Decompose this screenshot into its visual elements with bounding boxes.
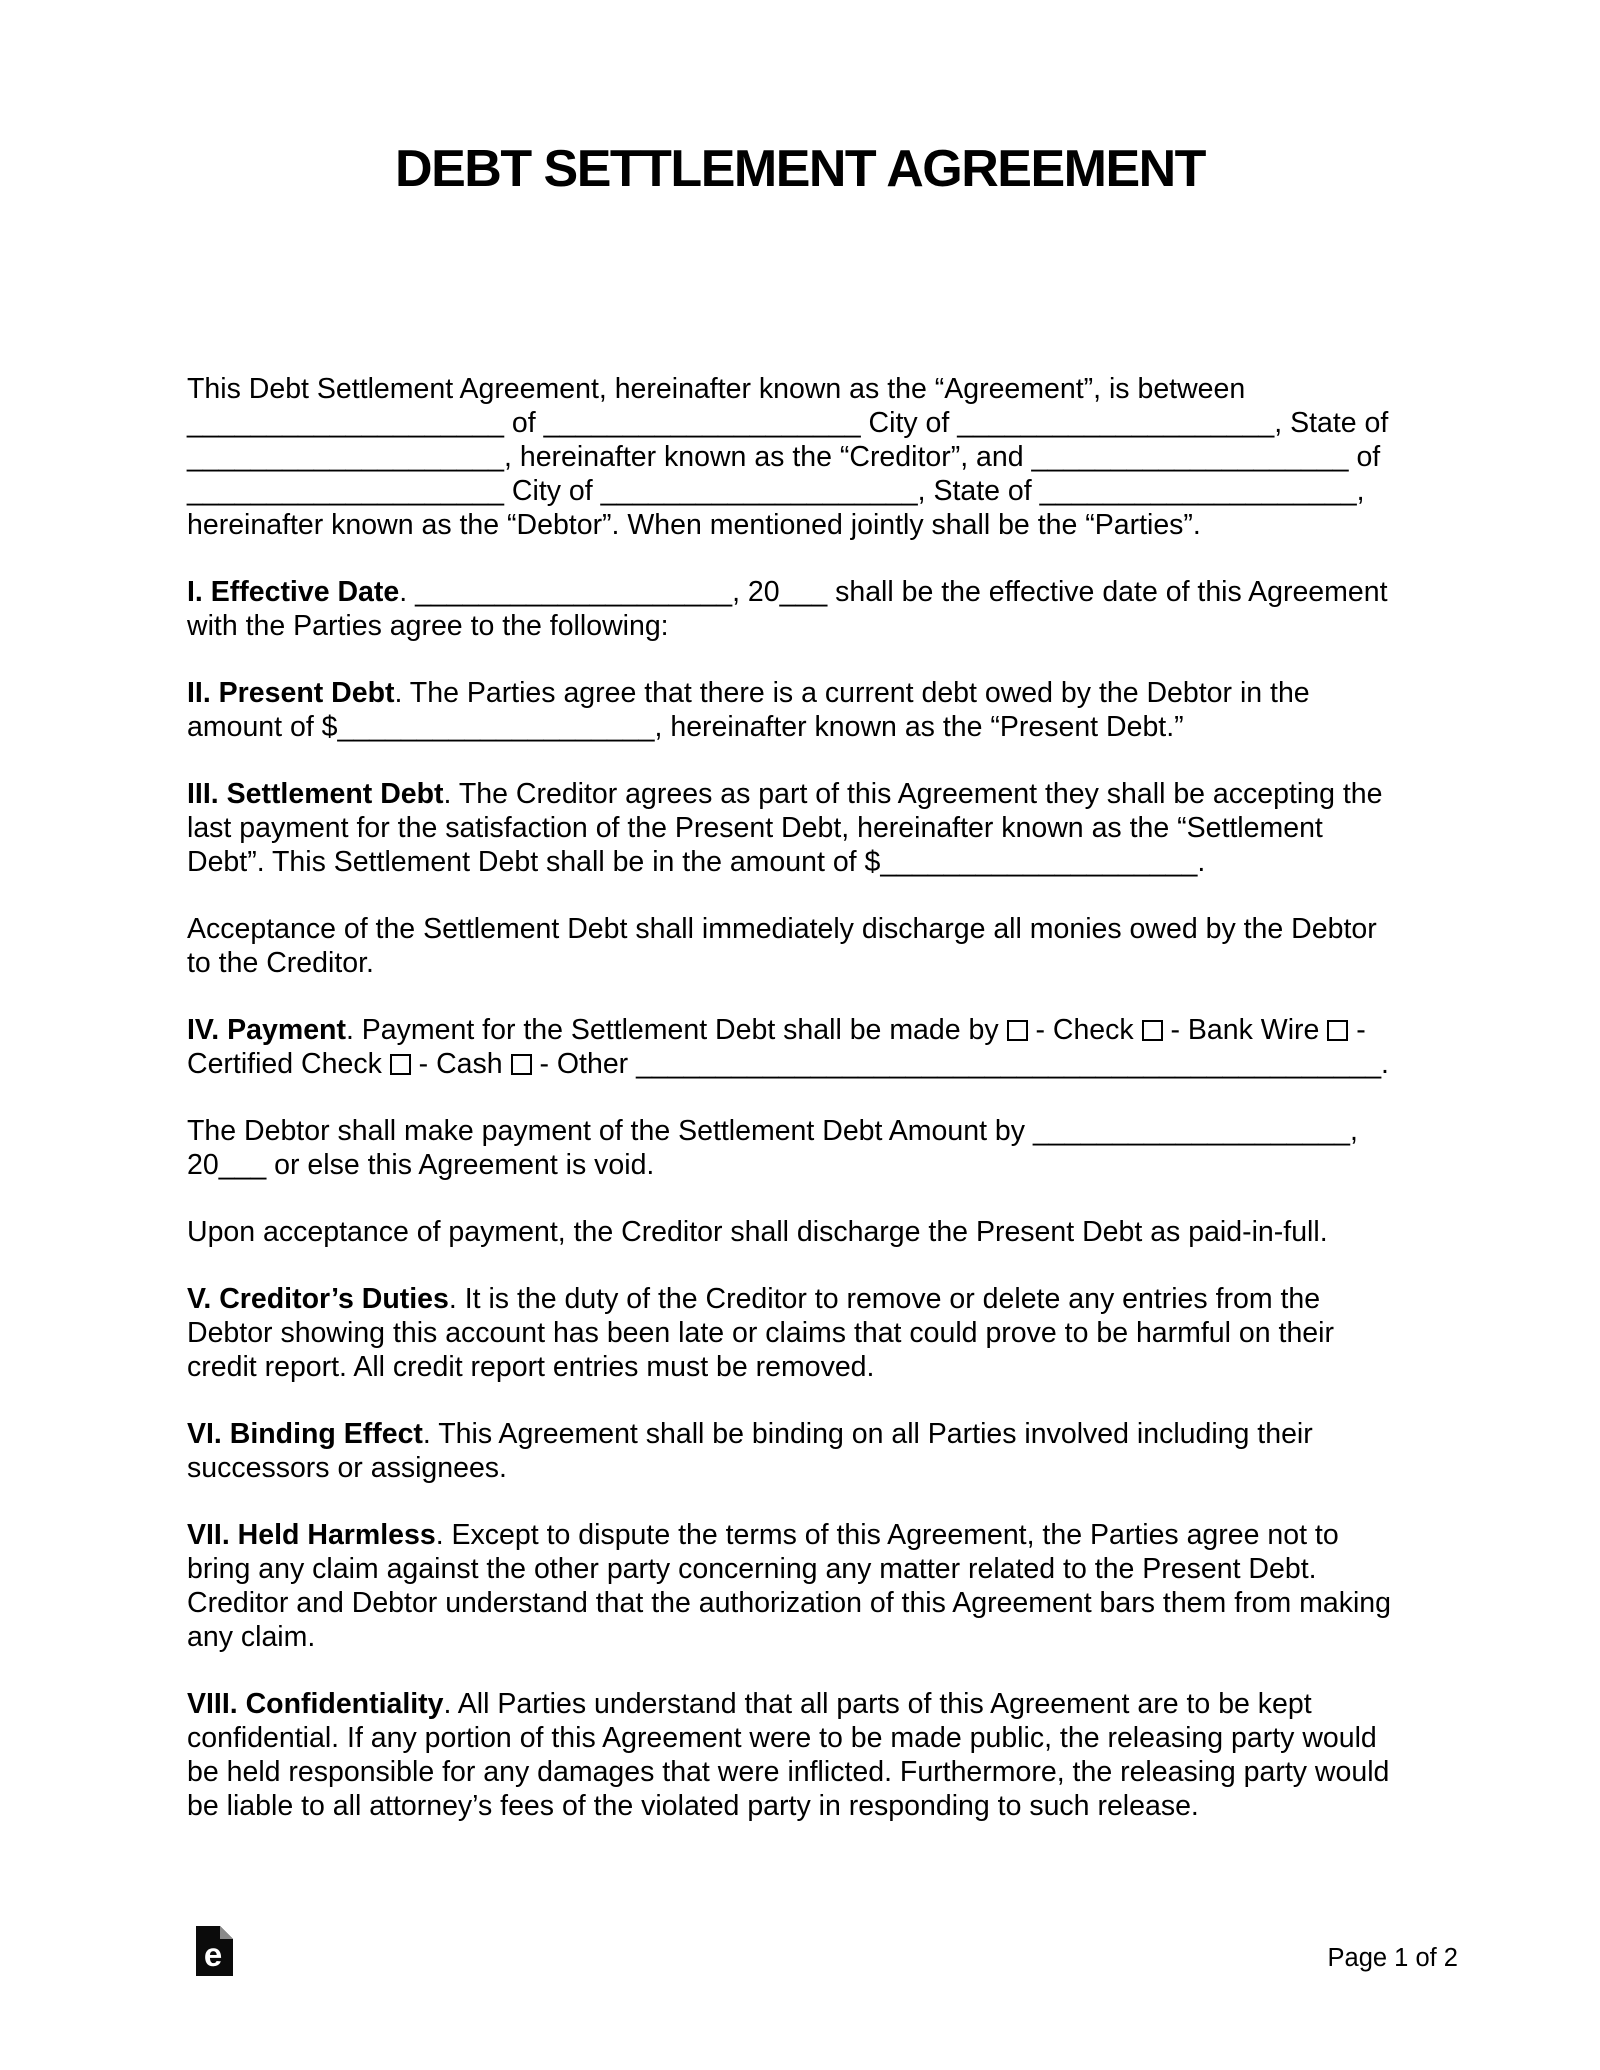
- section-confidentiality-heading: VIII. Confidentiality: [187, 1688, 444, 1720]
- section-held-harmless: [187, 1518, 1402, 1654]
- eforms-logo-icon: [196, 1926, 233, 1976]
- section-binding-effect-body: . This Agreement shall be binding on all Parties involved including their successors or assignees.: [187, 1418, 1313, 1484]
- section-held-harmless-heading: VII. Held Harmless: [187, 1519, 436, 1551]
- section-binding-effect-heading: VI. Binding Effect: [187, 1418, 423, 1450]
- section-effective-date-body: . ____________________, 20___ shall be the effective date of this Agreement with the Parties agree to the following:: [187, 576, 1388, 642]
- section-effective-date: [187, 575, 1402, 643]
- payment-option-certified-check-label: - Certified Check: [187, 1014, 1366, 1080]
- section-creditors-duties: [187, 1282, 1402, 1384]
- checkbox-certified-check[interactable]: [1327, 1020, 1348, 1041]
- checkbox-cash[interactable]: [390, 1054, 411, 1075]
- section-payment: [187, 1013, 1402, 1081]
- payment-deadline-paragraph: The Debtor shall make payment of the Settlement Debt Amount by ____________________, 20___ or else this Agreement is void.: [187, 1115, 1358, 1181]
- payment-option-bank-wire-label: - Bank Wire: [1170, 1014, 1320, 1046]
- section-creditors-duties-body: . It is the duty of the Creditor to remove or delete any entries from the Debtor showing this account has been late or claims that could prove to be harmful on their credit report. All credit report entries must be removed.: [187, 1283, 1334, 1383]
- checkbox-other[interactable]: [511, 1054, 532, 1075]
- section-payment-lead: . Payment for the Settlement Debt shall be made by: [345, 1014, 1007, 1046]
- section-payment-heading: IV. Payment: [187, 1014, 346, 1046]
- section-present-debt-heading: II. Present Debt: [187, 677, 395, 709]
- payment-option-other-label: - Other: [539, 1048, 629, 1080]
- section-confidentiality-body: . All Parties understand that all parts of this Agreement are to be kept confidential. If any portion of this Agreement were to be made public, the releasing party would be held responsible for any damages that were inflicted. Furthermore, the releasing party would be liable to all attorney’s fees of the violated party in responding to such release.: [187, 1688, 1390, 1822]
- discharge-paragraph: Upon acceptance of payment, the Creditor shall discharge the Present Debt as paid-in-full.: [187, 1216, 1328, 1248]
- document-body: [0, 372, 1600, 1823]
- section-present-debt-body: . The Parties agree that there is a current debt owed by the Debtor in the amount of $____________________, hereinafter known as the “Present Debt.”: [187, 677, 1310, 743]
- section-creditors-duties-heading: V. Creditor’s Duties: [187, 1283, 449, 1315]
- section-present-debt: [187, 676, 1402, 744]
- section-settlement-debt-heading: III. Settlement Debt: [187, 778, 444, 810]
- intro-paragraph: This Debt Settlement Agreement, hereinafter known as the “Agreement”, is between ____________________ of ____________________ City of ____________________, State of ____________________, hereinafter known as the “Creditor”, and ____________________ of ____________________ City of ____________________, State of ____________________, hereinafter known as the “Debtor”. When mentioned jointly shall be the “Parties”.: [187, 373, 1389, 541]
- section-held-harmless-body: . Except to dispute the terms of this Agreement, the Parties agree not to bring any claim against the other party concerning any matter related to the Present Debt. Creditor and Debtor understand that the authorization of this Agreement bars them from making any claim.: [187, 1519, 1391, 1653]
- checkbox-check[interactable]: [1007, 1020, 1028, 1041]
- page-indicator: Page 1 of 2: [1327, 1944, 1458, 1972]
- checkbox-bank-wire[interactable]: [1142, 1020, 1163, 1041]
- section-confidentiality: [187, 1687, 1402, 1823]
- document-page-icon: [196, 1926, 233, 1976]
- payment-option-cash-label: - Cash: [418, 1048, 503, 1080]
- document-title: DEBT SETTLEMENT AGREEMENT: [395, 140, 1205, 198]
- payment-option-check-label: - Check: [1035, 1014, 1134, 1046]
- acceptance-paragraph: Acceptance of the Settlement Debt shall immediately discharge all monies owed by the Debtor to the Creditor.: [187, 913, 1377, 979]
- section-settlement-debt: [187, 777, 1402, 879]
- logo-letter: e: [203, 1936, 223, 1973]
- section-effective-date-heading: I. Effective Date: [187, 576, 400, 608]
- other-blank-field[interactable]: _______________________________________________.: [636, 1048, 1389, 1080]
- section-binding-effect: [187, 1417, 1402, 1485]
- section-settlement-debt-body: . The Creditor agrees as part of this Agreement they shall be accepting the last payment for the satisfaction of the Present Debt, hereinafter known as the “Settlement Debt”. This Settlement Debt shall be in the amount of $____________________.: [187, 778, 1383, 878]
